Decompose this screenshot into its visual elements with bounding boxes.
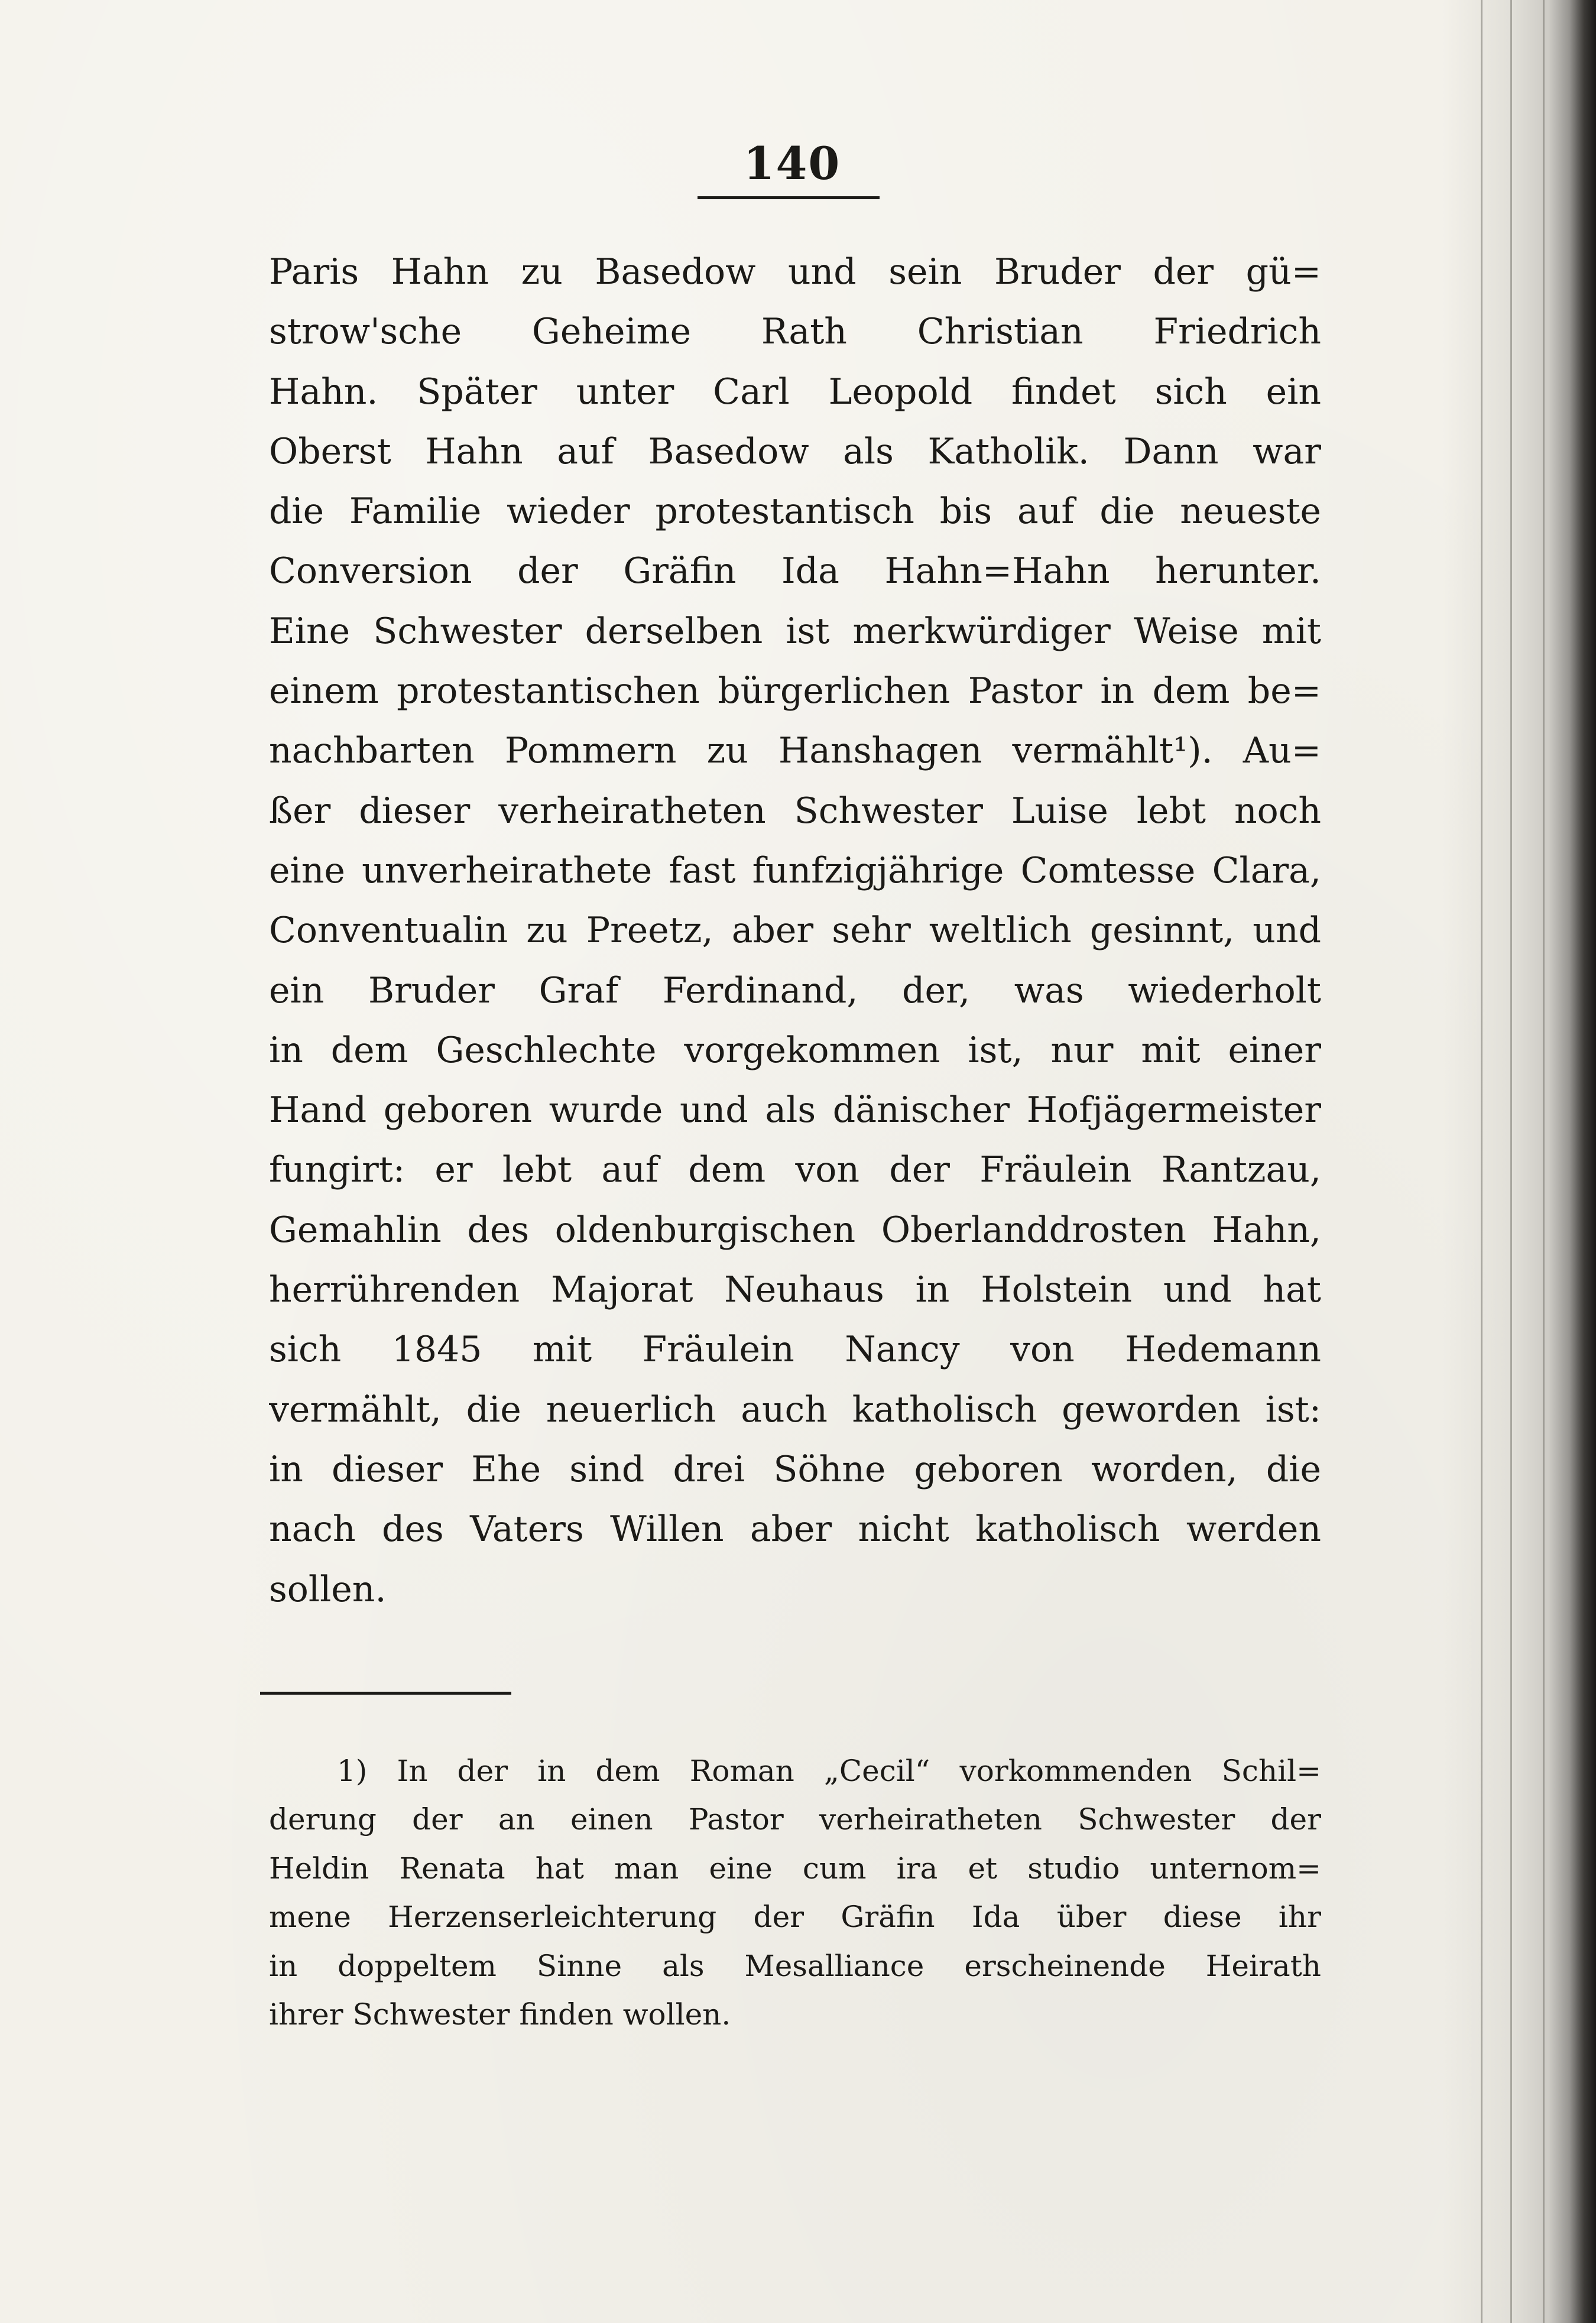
footnotes xyxy=(269,1747,1321,2039)
body-line: nachbarten Pommern zu Hanshagen vermählt¹). Au= xyxy=(269,730,1321,772)
body-text xyxy=(269,242,1321,1620)
body-line: in dem Geschlechte vorgekommen ist, nur mit einer xyxy=(269,1029,1321,1071)
footnote-line: ihrer Schwester finden wollen. xyxy=(269,1997,731,2032)
page-number: 140 xyxy=(743,137,841,190)
page-edge-line xyxy=(1481,0,1483,2323)
body-line: in dieser Ehe sind drei Söhne geboren worden, die xyxy=(269,1448,1321,1490)
footnote-line: Heldin Renata hat man eine cum ira et studio unternom= xyxy=(269,1851,1321,1886)
footnote-rule xyxy=(260,1692,511,1695)
body-line: einem protestantischen bürgerlichen Pastor in dem be= xyxy=(269,670,1321,712)
body-line: strow'sche Geheime Rath Christian Friedrich xyxy=(269,311,1321,353)
body-line: ein Bruder Graf Ferdinand, der, was wiederholt xyxy=(269,969,1321,1011)
body-line: sich 1845 mit Fräulein Nancy von Hedemann xyxy=(269,1329,1321,1371)
book-page-edge xyxy=(1442,0,1596,2323)
header-rule xyxy=(698,196,880,199)
body-line: herrührenden Majorat Neuhaus in Holstein und hat xyxy=(269,1269,1321,1311)
body-line: ßer dieser verheiratheten Schwester Luise lebt noch xyxy=(269,790,1321,832)
footnote-line: in doppeltem Sinne als Mesalliance erscheinende Heirath xyxy=(269,1948,1321,1983)
body-line: vermählt, die neuerlich auch katholisch geworden ist: xyxy=(269,1388,1321,1430)
body-line: Conventualin zu Preetz, aber sehr weltlich gesinnt, und xyxy=(269,910,1321,952)
body-line: Conversion der Gräfin Ida Hahn=Hahn herunter. xyxy=(269,550,1321,592)
footnote-line: derung der an einen Pastor verheiratheten Schwester der xyxy=(269,1802,1321,1837)
body-line: nach des Vaters Willen aber nicht katholisch werden xyxy=(269,1508,1321,1550)
body-line: fungirt: er lebt auf dem von der Fräulein Rantzau, xyxy=(269,1149,1321,1191)
footnote-line: 1) In der in dem Roman „Cecil“ vorkommenden Schil= xyxy=(337,1754,1321,1788)
body-line: sollen. xyxy=(269,1568,387,1610)
body-line: eine unverheirathete fast funfzigjährige Comtesse Clara, xyxy=(269,849,1321,891)
body-line: Hand geboren wurde und als dänischer Hofjägermeister xyxy=(269,1089,1321,1131)
footnote-line: mene Herzenserleichterung der Gräfin Ida über diese ihr xyxy=(269,1900,1321,1935)
body-line: Paris Hahn zu Basedow und sein Bruder der gü= xyxy=(269,251,1321,293)
page-edge-line xyxy=(1510,0,1512,2323)
body-line: die Familie wieder protestantisch bis auf die neueste xyxy=(269,491,1321,533)
body-line: Eine Schwester derselben ist merkwürdiger Weise mit xyxy=(269,610,1321,652)
body-line: Oberst Hahn auf Basedow als Katholik. Dann war xyxy=(269,430,1321,472)
page-edge-line xyxy=(1543,0,1545,2323)
body-line: Hahn. Später unter Carl Leopold findet sich ein xyxy=(269,371,1321,413)
body-line: Gemahlin des oldenburgischen Oberlanddrosten Hahn, xyxy=(269,1209,1321,1251)
